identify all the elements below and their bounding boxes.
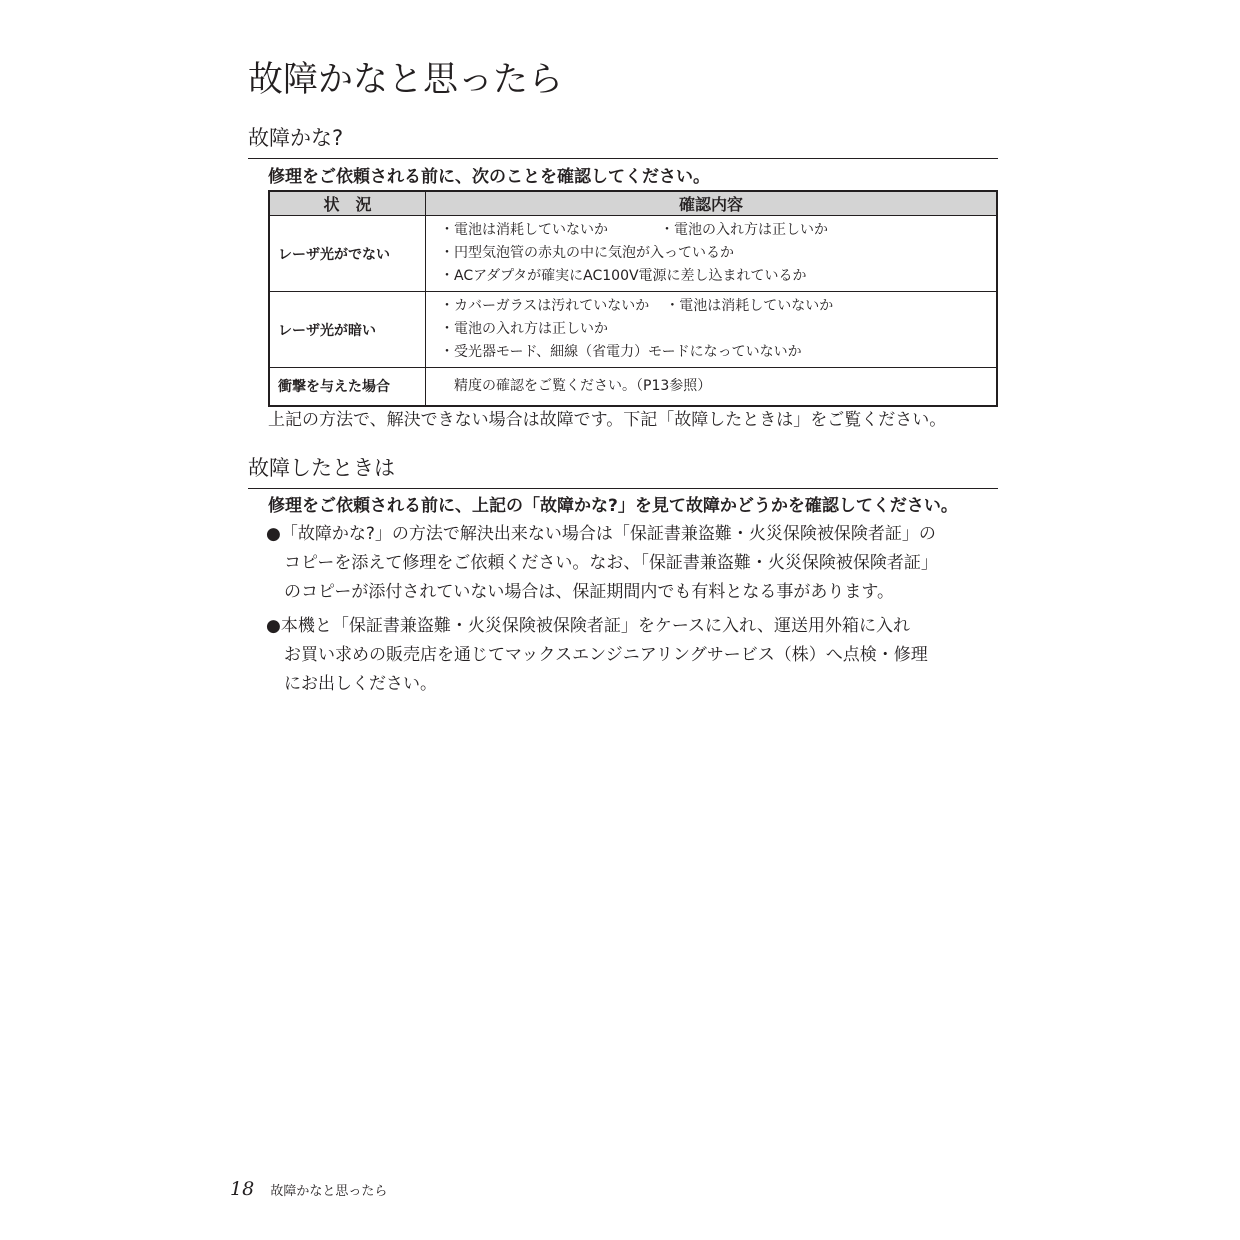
- page-number: 18: [230, 1178, 255, 1200]
- table-row: [269, 292, 997, 368]
- section-trouble-check-heading: [248, 122, 998, 159]
- page-footer: [230, 1178, 387, 1200]
- check-line: ・円型気泡管の赤丸の中に気泡が入っているか: [440, 245, 734, 261]
- section-when-broken-heading: [248, 452, 998, 489]
- check-line: ・ACアダプタが確実にAC100V電源に差し込まれているか: [440, 268, 807, 284]
- check-line: ・受光器モード、細線（省電力）モードになっていないか: [440, 344, 802, 360]
- footer-label: 故障かなと思ったら: [270, 1184, 388, 1199]
- check-items-cell: [426, 216, 998, 292]
- bullet-line: お買い求めの販売店を通じてマックスエンジニアリングサービス（株）へ点検・修理: [284, 645, 928, 665]
- note-text: 上記の方法で、解決できない場合は故障です。下記「故障したときは」をご覧ください。: [268, 410, 947, 430]
- lead-text: 修理をご依頼される前に、次のことを確認してください。: [268, 167, 710, 187]
- bullet-paragraph: [266, 520, 938, 607]
- column-header-check-items: 確認内容: [426, 191, 998, 216]
- check-table: [268, 190, 998, 407]
- lead-text: 修理をご依頼される前に、上記の「故障かな?」を見て故障かどうかを確認してください。: [268, 496, 958, 516]
- check-line: ・電池は消耗していないか ・電池の入れ方は正しいか: [440, 222, 828, 238]
- column-header-situation: 状 況: [269, 191, 426, 216]
- section-heading: 故障したときは: [248, 452, 998, 489]
- situation-cell: レーザ光がでない: [269, 216, 426, 292]
- bullet-line: ●本機と「保証書兼盗難・火災保険被保険者証」をケースに入れ、運送用外箱に入れ: [266, 616, 911, 636]
- situation-cell: 衝撃を与えた場合: [269, 368, 426, 406]
- check-line: ・カバーガラスは汚れていないか ・電池は消耗していないか: [440, 298, 834, 314]
- page-title: 故障かなと思ったら: [248, 60, 564, 100]
- bullet-line: にお出しください。: [284, 674, 437, 694]
- table-row: [269, 216, 997, 292]
- check-items-cell: [426, 292, 998, 368]
- check-line: ・電池の入れ方は正しいか: [440, 321, 608, 337]
- bullet-line: のコピーが添付されていない場合は、保証期間内でも有料となる事があります。: [284, 582, 894, 602]
- bullet-line: ●「故障かな?」の方法で解決出来ない場合は「保証書兼盗難・火災保険被保険者証」の: [266, 524, 936, 544]
- check-items-cell: [426, 368, 998, 406]
- table-header-row: [269, 191, 997, 216]
- section-heading: 故障かな?: [248, 122, 998, 159]
- bullet-paragraph: [266, 612, 928, 699]
- check-line: 精度の確認をご覧ください。（P13参照）: [454, 377, 712, 394]
- bullet-line: コピーを添えて修理をご依頼ください。なお、「保証書兼盗難・火災保険被保険者証」: [284, 553, 938, 573]
- table-row: [269, 368, 997, 406]
- situation-cell: レーザ光が暗い: [269, 292, 426, 368]
